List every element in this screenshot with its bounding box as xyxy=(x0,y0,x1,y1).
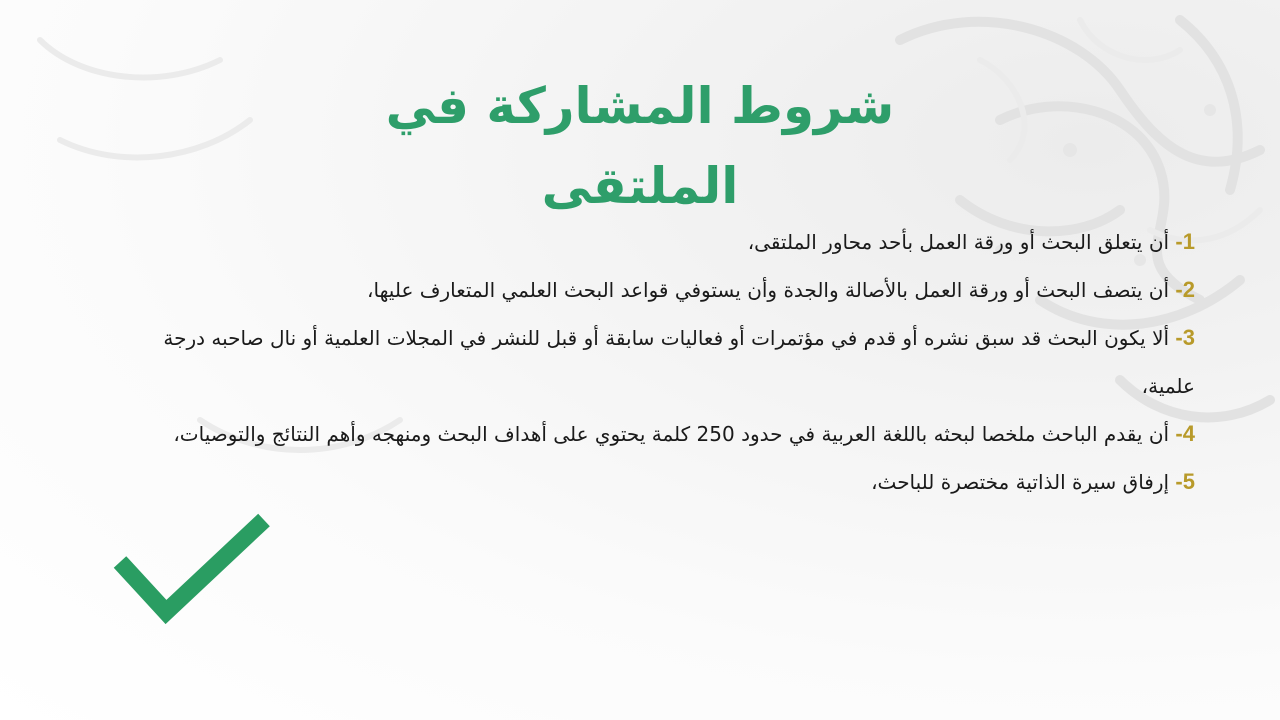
slide-title: شروط المشاركة في الملتقى xyxy=(385,77,895,215)
condition-item-1 xyxy=(110,218,1195,266)
condition-item-3 xyxy=(110,314,1195,410)
condition-text: أن يتصف البحث أو ورقة العمل بالأصالة والجدة وأن يستوفي قواعد البحث العلمي المتعارف عليها، xyxy=(367,278,1176,302)
checkmark-icon xyxy=(110,510,280,630)
condition-number: 3- xyxy=(1175,325,1195,350)
condition-number: 5- xyxy=(1175,469,1195,494)
condition-text: أن يتعلق البحث أو ورقة العمل بأحد محاور الملتقى، xyxy=(747,230,1176,254)
conditions-list xyxy=(110,218,1195,506)
condition-item-4 xyxy=(110,410,1195,458)
condition-text: ألا يكون البحث قد سبق نشره أو قدم في مؤتمرات أو فعاليات سابقة أو قبل للنشر في المجلات العلمية أو نال صاحبه درجة علمية، xyxy=(163,326,1195,398)
condition-number: 1- xyxy=(1175,229,1195,254)
condition-text: أن يقدم الباحث ملخصا لبحثه باللغة العربية في حدود 250 كلمة يحتوي على أهداف البحث ومنهجه وأهم النتائج والتوصيات، xyxy=(173,422,1176,446)
condition-number: 4- xyxy=(1175,421,1195,446)
condition-text: إرفاق سيرة الذاتية مختصرة للباحث، xyxy=(871,470,1176,494)
condition-item-5 xyxy=(110,458,1195,506)
condition-number: 2- xyxy=(1175,277,1195,302)
condition-item-2 xyxy=(110,266,1195,314)
